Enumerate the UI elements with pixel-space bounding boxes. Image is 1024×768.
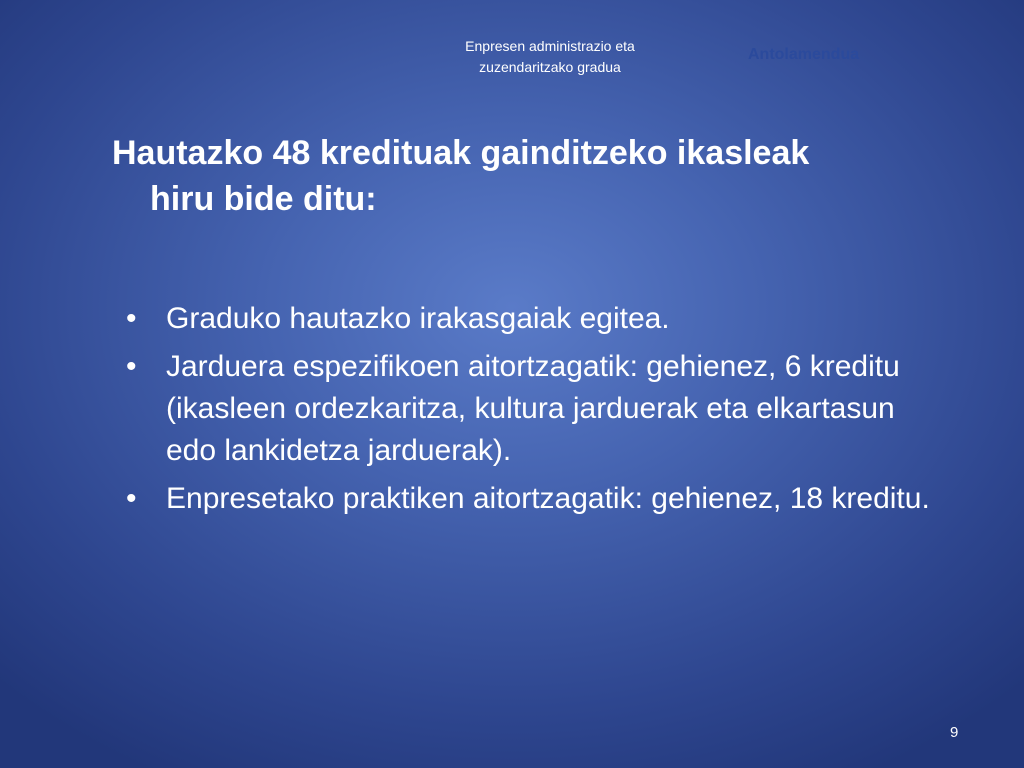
bullet-text: Jarduera espezifikoen aitortzagatik: gehienez, 6 kreditu (ikasleen ordezkaritza, kultura jarduerak eta elkartasun edo lankidetza jarduerak). (166, 350, 900, 467)
header-title-line2: zuzendaritzako gradua (479, 59, 621, 75)
bullet-icon: • (126, 350, 137, 383)
bullet-text: Enpresetako praktiken aitortzagatik: gehienez, 18 kreditu. (166, 482, 930, 515)
page-number: 9 (950, 724, 959, 741)
header-title (430, 36, 670, 78)
bullet-item (126, 346, 946, 472)
bullet-item (126, 298, 946, 340)
bullet-list (126, 298, 946, 526)
header-title-line1: Enpresen administrazio eta (465, 38, 635, 54)
heading-line2: hiru bide ditu: (150, 180, 377, 218)
bullet-text: Graduko hautazko irakasgaiak egitea. (166, 302, 670, 335)
bullet-icon: • (126, 302, 137, 335)
bullet-item (126, 478, 946, 520)
header-tag: Antolamendua (748, 46, 860, 63)
heading-line1: Hautazko 48 kredituak gainditzeko ikasleak (112, 134, 810, 172)
slide-heading (112, 130, 972, 222)
bullet-icon: • (126, 482, 137, 515)
